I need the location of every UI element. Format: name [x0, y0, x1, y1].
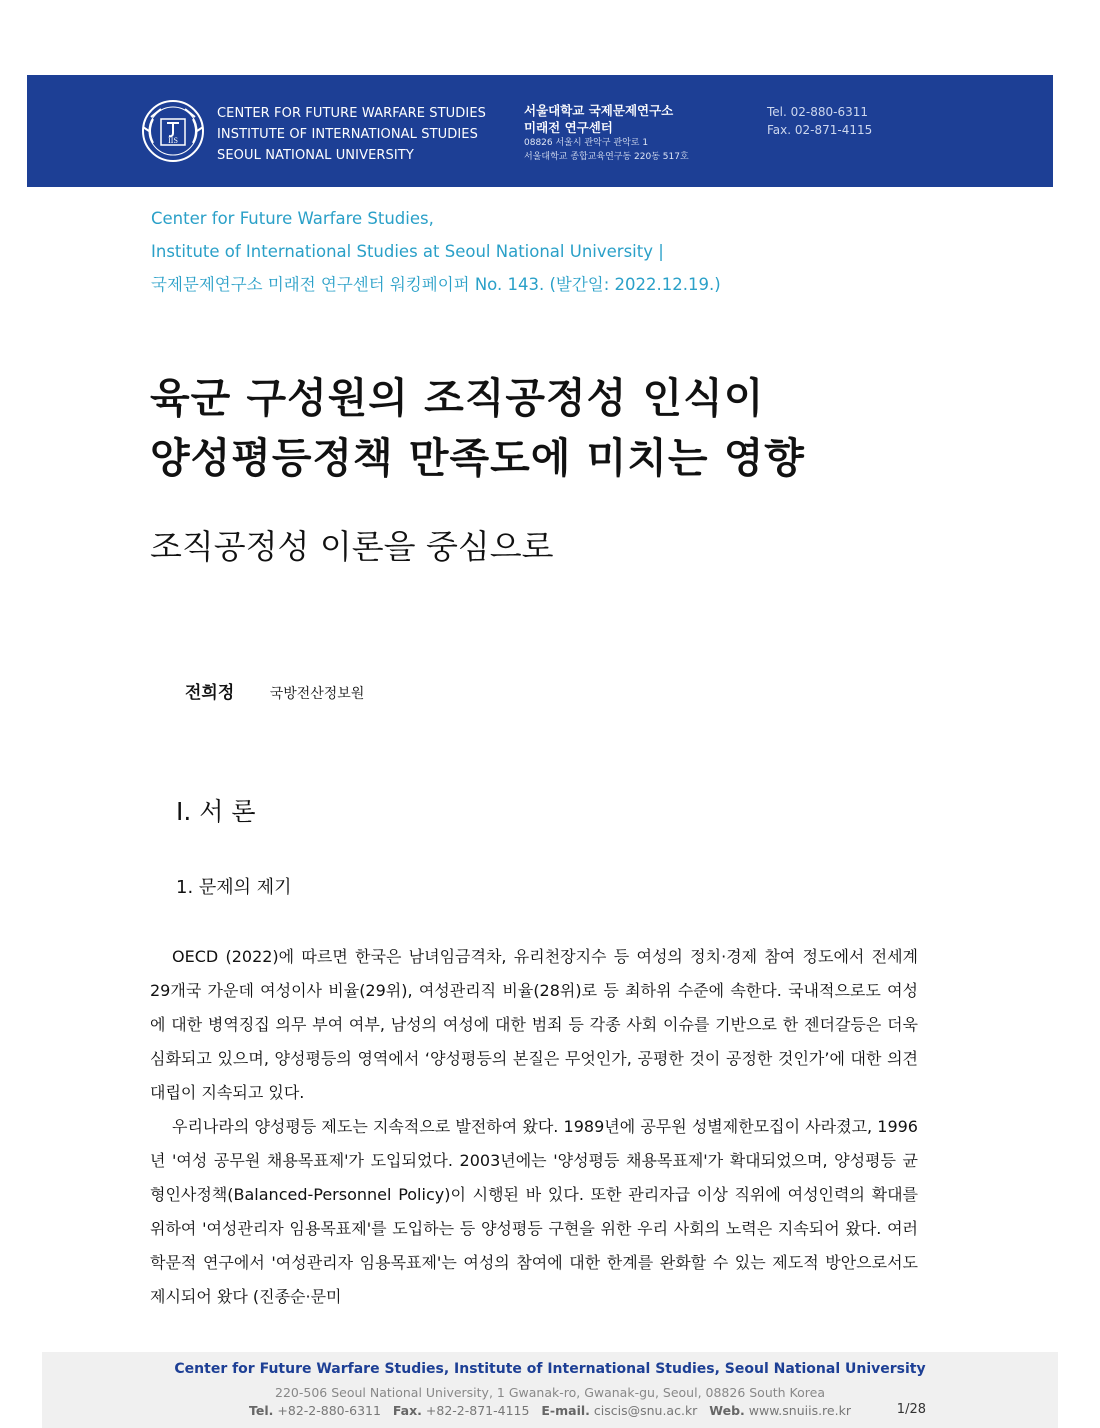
footer-address: 220-506 Seoul National University, 1 Gwanak-ro, Gwanak-gu, Seoul, 08826 South Korea [275, 1385, 825, 1400]
title-line-1: 육군 구성원의 조직공정성 인식이 [150, 374, 765, 422]
footer-title: Center for Future Warfare Studies, Institute of International Studies, Seoul National University [174, 1361, 926, 1377]
header-fax: Fax. 02-871-4115 [767, 123, 873, 137]
section-heading: I. 서 론 [176, 797, 256, 826]
series-line-2: Institute of International Studies at Seoul National University | [151, 242, 664, 261]
page-footer [42, 1352, 1058, 1428]
footer-tel-label: Tel. [249, 1403, 274, 1418]
footer-tel: +82-2-880-6311 [277, 1403, 381, 1418]
paragraph: 우리나라의 양성평등 제도는 지속적으로 발전하여 왔다. 1989년에 공무원 성별제한모집이 사라졌고, 1996년 '여성 공무원 채용목표제'가 도입되었다. 2003년에는 '양성평등 채용목표제'가 확대되었으며, 양성평등 균형인사정책(Balanced-Personnel Policy)이 시행된 바 있다. 또한 관리자급 이상 직위에 여성인력의 확대를 위하여 '여성관리자 임용목표제'를 도입하는 등 양성평등 구현을 위한 우리 사회의 노력은 지속되어 왔다. 여러 학문적 연구에서 '여성관리자 임용목표제'는 여성의 참여에 대한 한계를 완화할 수 있는 제도적 방안으로서도 제시되어 왔다 (진종순·문미 [150, 1117, 918, 1306]
author-affiliation: 국방전산정보원 [269, 686, 365, 702]
iis-logo [139, 97, 207, 165]
paragraph: OECD (2022)에 따르면 한국은 남녀임금격차, 유리천장지수 등 여성의 정치·경제 참여 정도에서 전세계 29개국 가운데 여성이사 비율(29위), 여성관리직 비율(28위)로 등 최하위 수준에 속한다. 국내적으로도 여성에 대한 병역징집 의무 부여 여부, 남성의 여성에 대한 범죄 등 각종 사회 이슈를 기반으로 한 젠더갈등은 더욱 심화되고 있으며, 양성평등의 영역에서 ‘양성평등의 본질은 무엇인가, 공평한 것이 공정한 것인가’에 대한 의견대립이 지속되고 있다. [150, 947, 918, 1102]
paper-subtitle: 조직공정성 이론을 중심으로 [150, 527, 554, 566]
header-english-block [217, 103, 486, 166]
header-ko-center: 미래전 연구센터 [524, 120, 613, 135]
svg-text:IIS: IIS [168, 136, 178, 145]
footer-email-label: E-mail. [541, 1403, 590, 1418]
header-en-line: SEOUL NATIONAL UNIVERSITY [217, 148, 414, 163]
series-line-3: 국제문제연구소 미래전 연구센터 워킹페이퍼 No. 143. (발간일: 2022.12.19.) [151, 275, 721, 294]
author-line [185, 678, 364, 703]
series-info [151, 202, 721, 301]
header-ko-address: 08826 서울시 관악구 관악로 1 [524, 138, 649, 148]
footer-email: ciscis@snu.ac.kr [593, 1403, 698, 1418]
body-text [150, 940, 918, 1314]
title-line-2: 양성평등정책 만족도에 미치는 영향 [150, 434, 805, 482]
page-number: 1/28 [896, 1402, 926, 1417]
header-band [27, 75, 1053, 187]
header-en-line: CENTER FOR FUTURE WARFARE STUDIES [217, 106, 486, 121]
header-korean-block [524, 102, 689, 164]
footer-fax: +82-2-871-4115 [425, 1403, 530, 1418]
header-en-line: INSTITUTE OF INTERNATIONAL STUDIES [217, 127, 478, 142]
footer-web: www.snuiis.re.kr [748, 1403, 851, 1418]
footer-web-label: Web. [709, 1403, 745, 1418]
author-name: 전희정 [185, 683, 235, 703]
header-contact [767, 103, 872, 139]
paper-title [150, 368, 805, 488]
header-ko-building: 서울대학교 종합교육연구동 220동 517호 [524, 152, 689, 162]
header-tel: Tel. 02-880-6311 [767, 105, 869, 119]
series-line-1: Center for Future Warfare Studies, [151, 209, 434, 228]
header-ko-institute: 서울대학교 국제문제연구소 [524, 103, 674, 118]
subsection-heading: 1. 문제의 제기 [176, 877, 292, 898]
footer-fax-label: Fax. [392, 1403, 422, 1418]
